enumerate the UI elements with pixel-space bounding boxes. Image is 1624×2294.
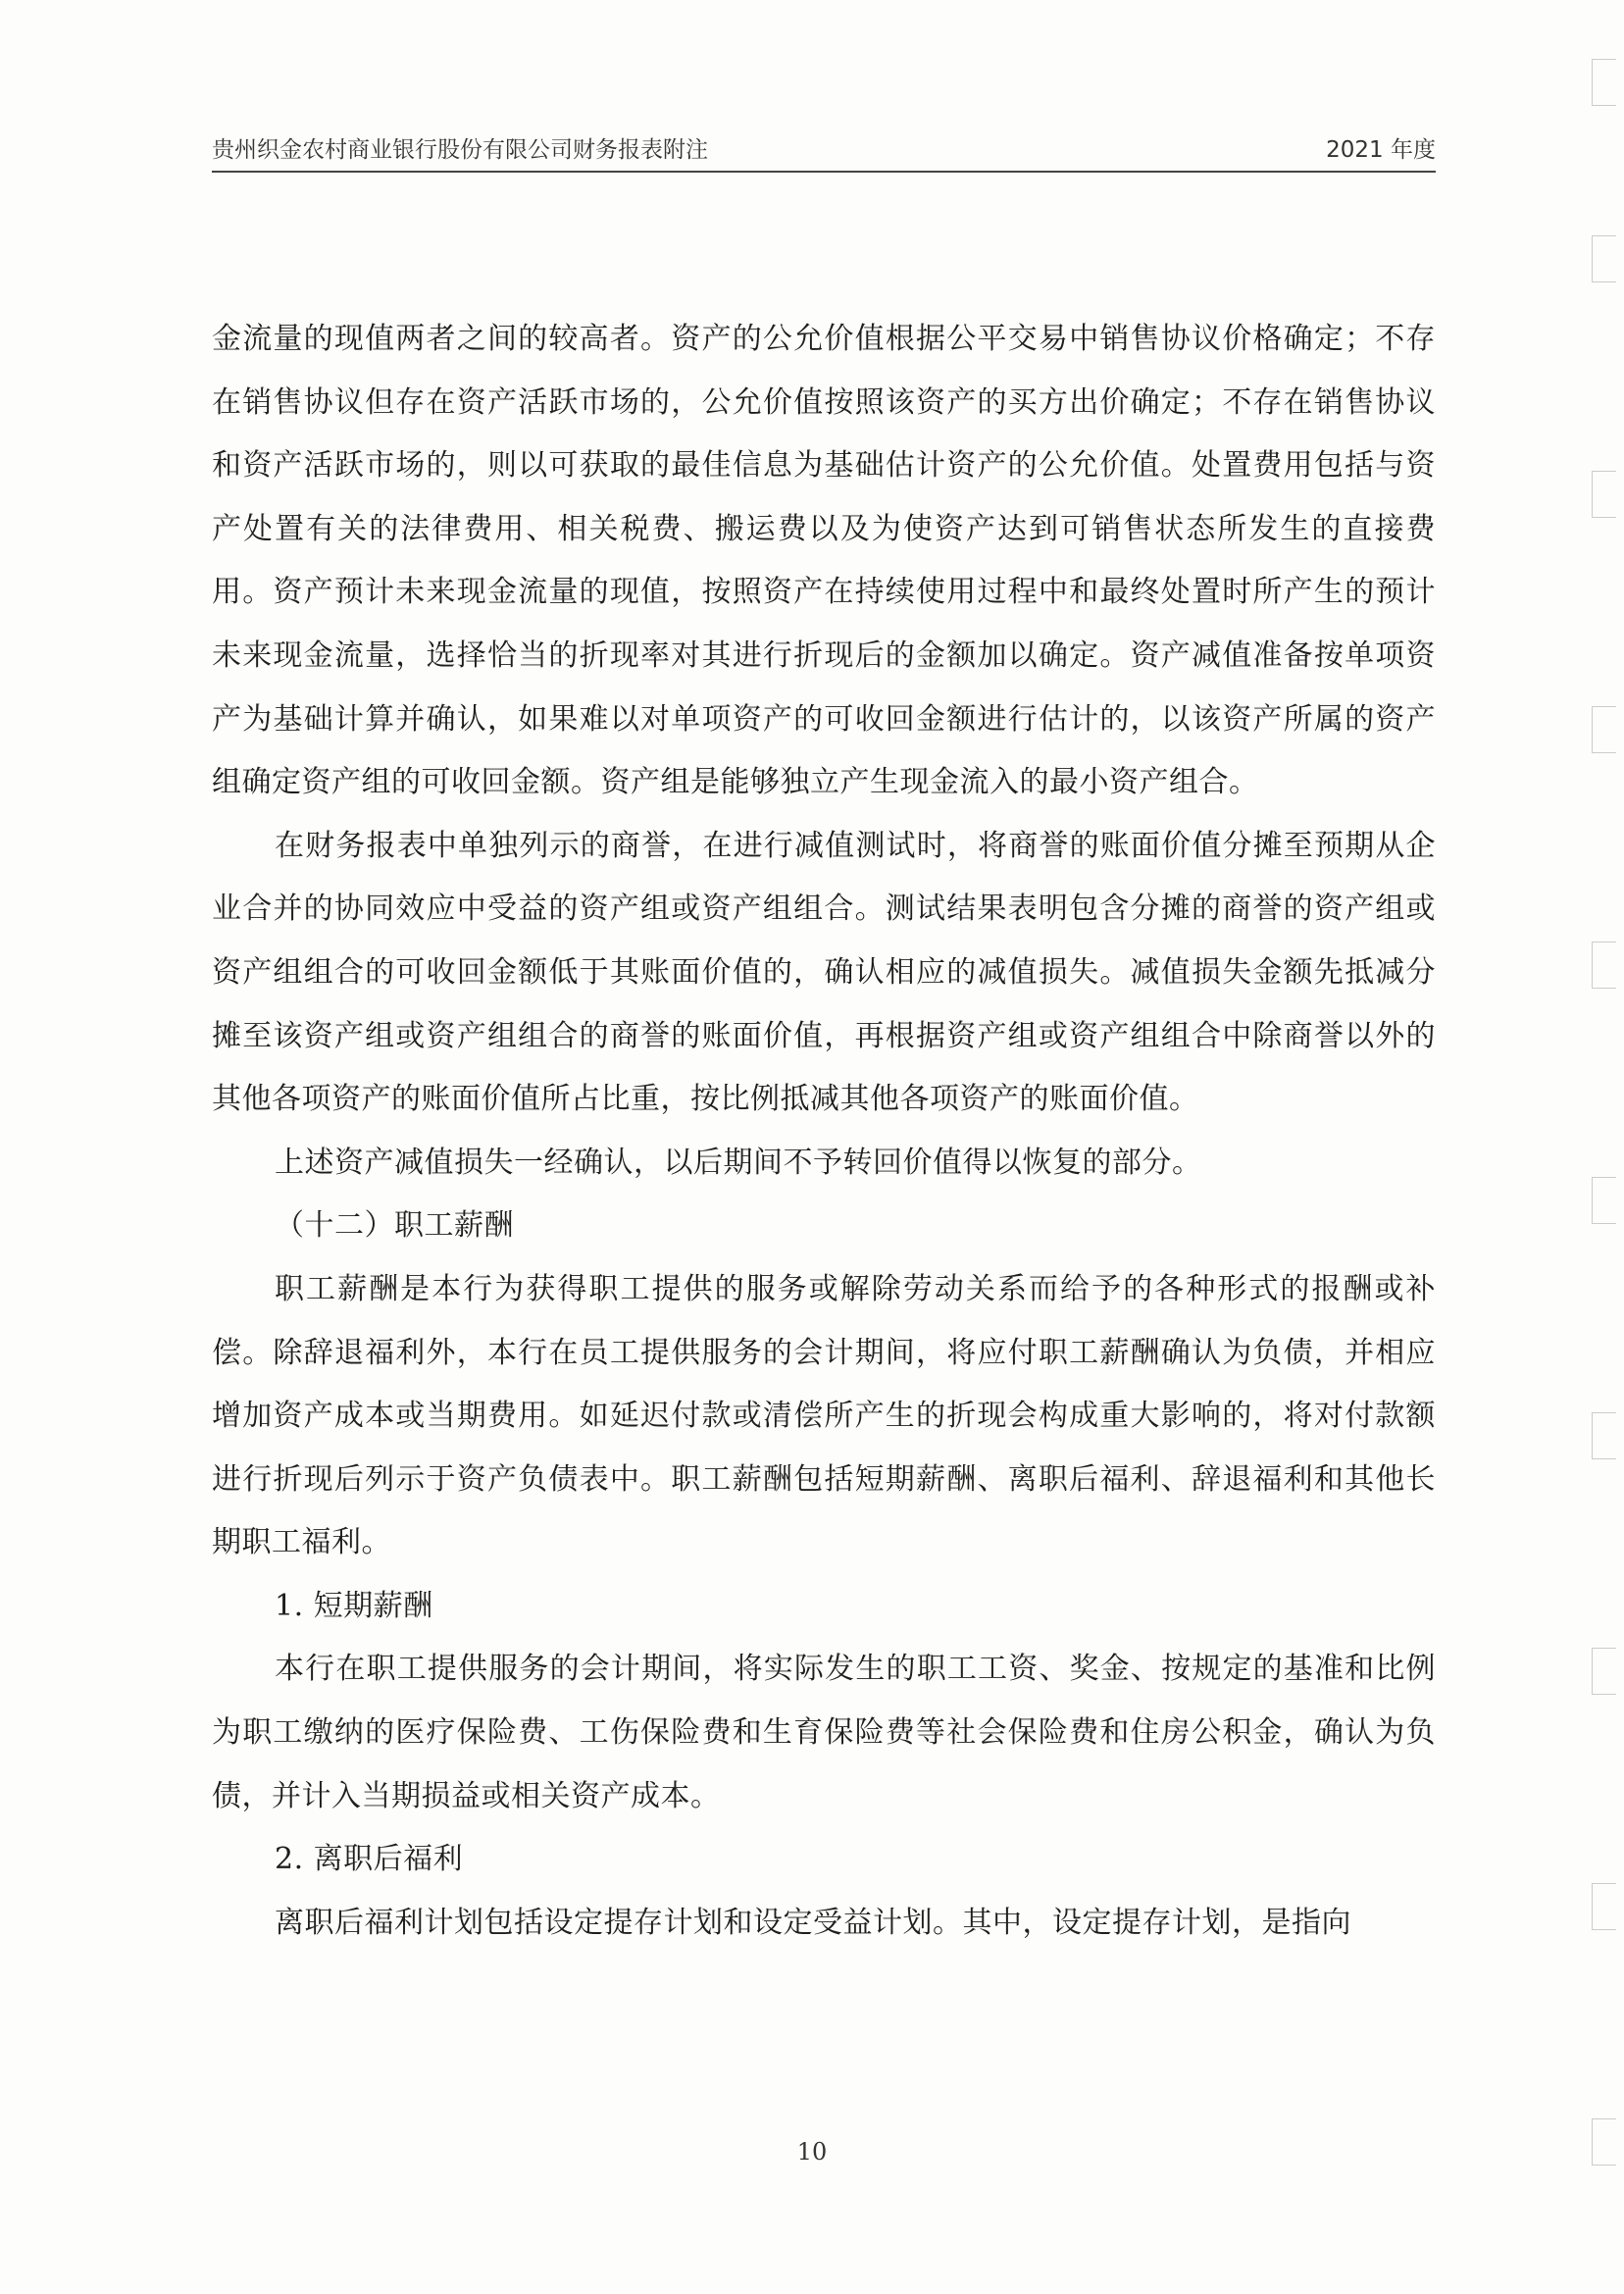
scan-edge-mark (1592, 1177, 1616, 1224)
scan-edge-mark (1592, 706, 1616, 753)
paragraph: 职工薪酬是本行为获得职工提供的服务或解除劳动关系而给予的各种形式的报酬或补偿。除辞退福利外，本行在员工提供服务的会计期间，将应付职工薪酬确认为负债，并相应增加资产成本或当期费用。如延迟付款或清偿所产生的折现会构成重大影响的，将对付款额进行折现后列示于资产负债表中。职工薪酬包括短期薪酬、离职后福利、辞退福利和其他长期职工福利。 (212, 1271, 1436, 1560)
scan-edge-mark (1592, 942, 1616, 989)
scan-edge-mark (1592, 1648, 1616, 1695)
subsection-heading: 1. 短期薪酬 (275, 1588, 433, 1623)
scan-edge-mark (1592, 59, 1616, 106)
section-heading: （十二）职工薪酬 (275, 1208, 514, 1244)
document-body (212, 308, 1436, 1955)
scan-edge-mark (1592, 1412, 1616, 1459)
scan-edge-mark (1592, 2118, 1616, 2166)
paragraph: 金流量的现值两者之间的较高者。资产的公允价值根据公平交易中销售协议价格确定；不存在销售协议但存在资产活跃市场的，公允价值按照该资产的买方出价确定；不存在销售协议和资产活跃市场的，则以可获取的最佳信息为基础估计资产的公允价值。处置费用包括与资产处置有关的法律费用、相关税费、搬运费以及为使资产达到可销售状态所发生的直接费用。资产预计未来现金流量的现值，按照资产在持续使用过程中和最终处置时所产生的预计未来现金流量，选择恰当的折现率对其进行折现后的金额加以确定。资产减值准备按单项资产为基础计算并确认，如果难以对单项资产的可收回金额进行估计的，以该资产所属的资产组确定资产组的可收回金额。资产组是能够独立产生现金流入的最小资产组合。 (212, 322, 1436, 800)
header-title: 贵州织金农村商业银行股份有限公司财务报表附注 (212, 137, 708, 163)
scan-edge-mark (1592, 471, 1616, 518)
paragraph: 本行在职工提供服务的会计期间，将实际发生的职工工资、奖金、按规定的基准和比例为职工缴纳的医疗保险费、工伤保险费和生育保险费等社会保险费和住房公积金，确认为负债，并计入当期损益或相关资产成本。 (212, 1652, 1436, 1813)
page-number: 10 (796, 2138, 828, 2166)
paragraph: 在财务报表中单独列示的商誉，在进行减值测试时，将商誉的账面价值分摊至预期从企业合并的协同效应中受益的资产组或资产组组合。测试结果表明包含分摊的商誉的资产组或资产组组合的可收回金额低于其账面价值的，确认相应的减值损失。减值损失金额先抵减分摊至该资产组或资产组组合的商誉的账面价值，再根据资产组或资产组组合中除商誉以外的其他各项资产的账面价值所占比重，按比例抵减其他各项资产的账面价值。 (212, 828, 1436, 1117)
paragraph: 离职后福利计划包括设定提存计划和设定受益计划。其中，设定提存计划，是指向 (275, 1905, 1351, 1940)
scan-edge-mark (1592, 1883, 1616, 1930)
paragraph: 上述资产减值损失一经确认，以后期间不予转回价值得以恢复的部分。 (275, 1145, 1202, 1180)
header-year: 2021 年度 (1326, 137, 1436, 163)
page-header (212, 131, 1436, 173)
subsection-heading: 2. 离职后福利 (275, 1842, 464, 1877)
scan-edge-mark (1592, 235, 1616, 282)
